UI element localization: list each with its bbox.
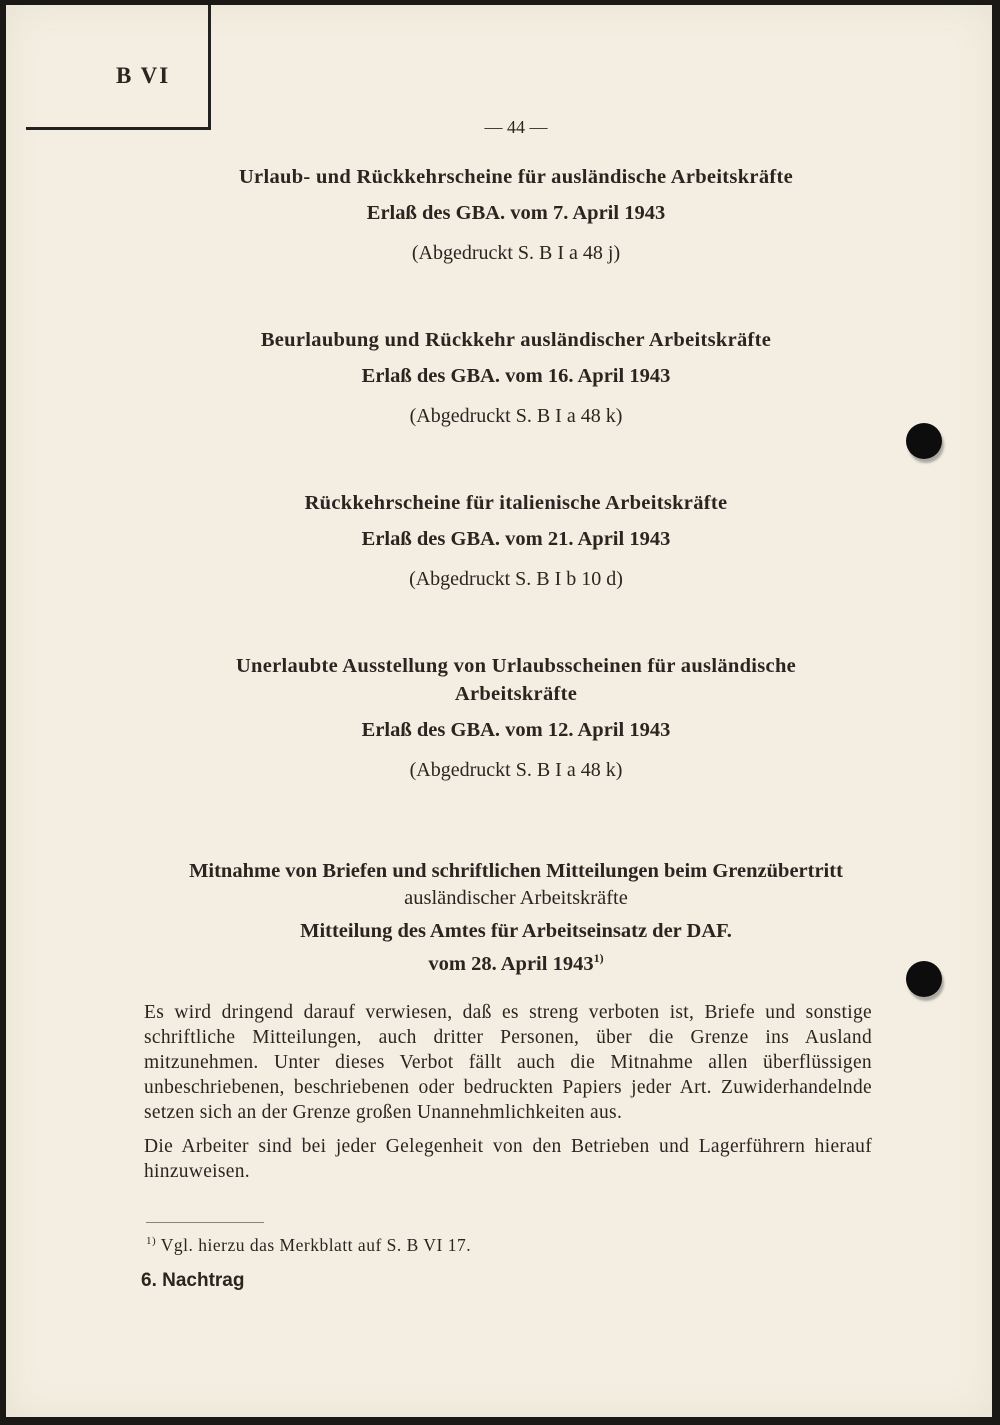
- entry-reprint-reference: (Abgedruckt S. B I a 48 k): [409, 759, 623, 781]
- entry-3: [6, 489, 1000, 593]
- entry-4: [6, 652, 1000, 784]
- notice-body: [144, 1000, 872, 1193]
- punch-hole-upper: [906, 423, 942, 459]
- punch-hole-lower: [906, 961, 942, 997]
- footnote-reference: 1): [593, 951, 604, 965]
- entry-title-line-2: Arbeitskräfte: [454, 683, 578, 705]
- supplement-label: 6. Nachtrag: [141, 1270, 245, 1291]
- entry-reprint-reference: (Abgedruckt S. B I a 48 j): [411, 242, 621, 264]
- notice-title-line-1: Mitnahme von Briefen und schriftlichen Mitteilungen beim Grenzübertritt: [189, 860, 843, 882]
- entry-reprint-reference: (Abgedruckt S. B I b 10 d): [409, 568, 623, 590]
- footnote: [146, 1235, 471, 1256]
- footnote-divider: [146, 1222, 264, 1223]
- entry-decree: Erlaß des GBA. vom 7. April 1943: [366, 202, 666, 224]
- entry-title: Urlaub- und Rückkehrscheine für ausländische Arbeitskräfte: [238, 166, 794, 188]
- entry-2: [6, 326, 1000, 430]
- entry-title: Beurlaubung und Rückkehr ausländischer Arbeitskräfte: [260, 329, 772, 351]
- notice-paragraph-1: Es wird dringend darauf verwiesen, daß es streng verboten ist, Briefe und sonstige schriftliche Mitteilungen, auch dritter Personen, über die Grenze ins Ausland mitzunehmen. Unter dieses Verbot fällt auch die Mitnahme allen überflüssigen unbeschriebenen, beschriebenen oder bedruckten Papiers jeder Art. Zuwiderhandelnde setzen sich an der Grenze großen Unannehmlichkeiten aus.: [144, 1002, 872, 1123]
- notice-paragraph-2: Die Arbeiter sind bei jeder Gelegenheit von den Betrieben und Lagerführern hierauf hinzuweisen.: [144, 1136, 872, 1182]
- notice-heading: [6, 858, 1000, 978]
- notice-date: vom 28. April 1943: [428, 952, 594, 975]
- entry-title-line-1: Unerlaubte Ausstellung von Urlaubsscheinen für ausländische: [235, 655, 797, 677]
- entry-decree: Erlaß des GBA. vom 12. April 1943: [361, 719, 671, 741]
- entry-decree: Erlaß des GBA. vom 16. April 1943: [361, 365, 671, 387]
- page-number: — 44 —: [484, 117, 548, 137]
- notice-source-line-2: [6, 945, 1000, 978]
- notice-source-line-1: Mitteilung des Amtes für Arbeitseinsatz der DAF.: [300, 920, 732, 942]
- entry-decree: Erlaß des GBA. vom 21. April 1943: [361, 528, 671, 550]
- entry-reprint-reference: (Abgedruckt S. B I a 48 k): [409, 405, 623, 427]
- entry-1: [6, 163, 1000, 267]
- document-page: [6, 5, 992, 1417]
- footnote-text: Vgl. hierzu das Merkblatt auf S. B VI 17.: [160, 1235, 472, 1255]
- notice-title-line-2: ausländischer Arbeitskräfte: [404, 887, 628, 909]
- entry-title: Rückkehrscheine für italienische Arbeitskräfte: [304, 492, 728, 514]
- section-label: B VI: [116, 63, 171, 88]
- footnote-mark: 1): [146, 1235, 157, 1248]
